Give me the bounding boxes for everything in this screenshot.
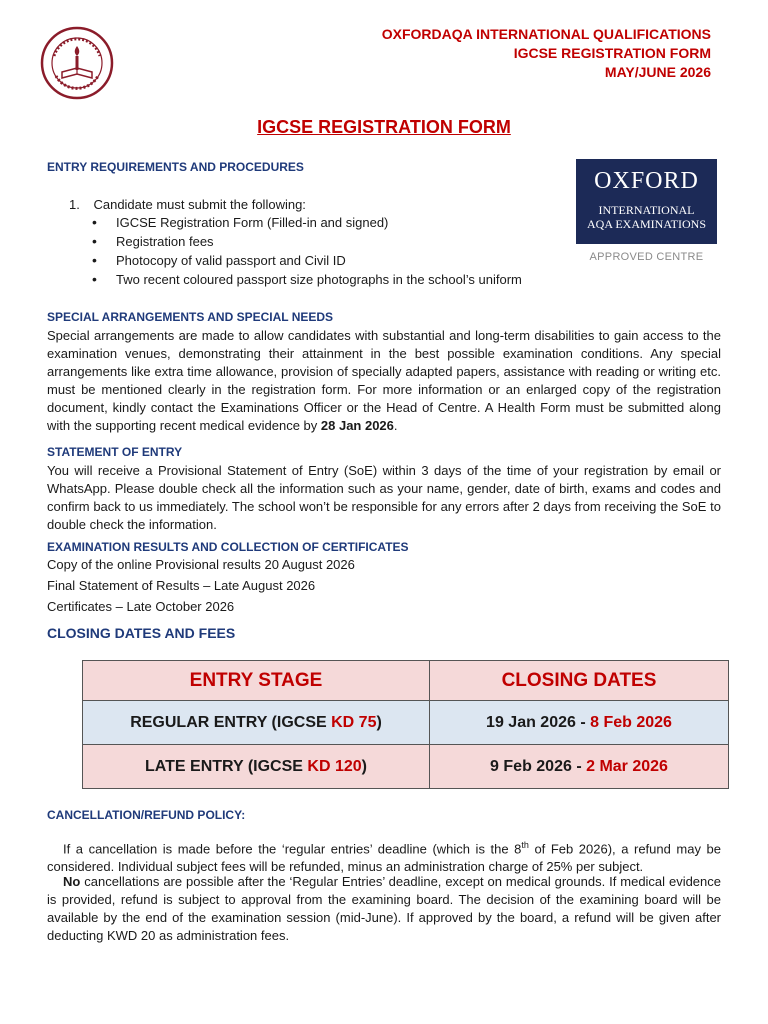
list-item: • Photocopy of valid passport and Civil ID	[92, 251, 522, 270]
regular-dates-cell	[430, 701, 729, 745]
late-entry-label-end: )	[361, 757, 367, 775]
entry-requirements-heading: ENTRY REQUIREMENTS AND PROCEDURES	[47, 160, 304, 174]
results-line-3: Certificates – Late October 2026	[47, 599, 235, 614]
regular-entry-cell	[83, 701, 430, 745]
list-item: • IGCSE Registration Form (Filled-in and signed)	[92, 213, 522, 232]
policy-paragraph-1	[47, 836, 721, 876]
late-dates-cell	[430, 745, 729, 789]
late-entry-fee: KD 120	[307, 757, 362, 775]
late-entry-cell	[83, 745, 430, 789]
late-entry-label: LATE ENTRY (IGCSE	[145, 757, 308, 775]
policy-p2-bold: No	[63, 874, 81, 889]
table-header-entry-stage: ENTRY STAGE	[83, 661, 430, 701]
regular-date-end: 8 Feb 2026	[590, 713, 672, 731]
regular-date-start: 19 Jan 2026 -	[486, 713, 591, 731]
policy-p1-end: of Feb 2026), a refund may be considered. Individual subject fees will be refunded, minus an administration charge of 25% per subject.	[47, 841, 721, 875]
item-number: 1.	[69, 197, 80, 212]
table-row	[83, 745, 729, 789]
header-line-2: IGCSE REGISTRATION FORM	[513, 45, 711, 61]
item-text: Candidate must submit the following:	[93, 197, 306, 212]
oxford-aqa-logo	[576, 159, 717, 244]
approved-centre-label: APPROVED CENTRE	[589, 251, 704, 263]
closing-dates-heading: CLOSING DATES AND FEES	[47, 625, 236, 641]
late-date-end: 2 Mar 2026	[586, 757, 668, 775]
list-item: • Two recent coloured passport size photographs in the school’s uniform	[92, 270, 522, 289]
results-line-1: Copy of the online Provisional results 20 August 2026	[47, 557, 355, 572]
fees-table	[82, 660, 729, 789]
policy-paragraph-2	[47, 873, 721, 945]
special-body: Special arrangements are made to allow candidates with substantial and long-term disabilities to gain access to the examination venues, demonstrating their attainment in the best possible examination conditions. Any special arrangements like extra time allowance, provision of specially adapted papers, assistance with reading or writing etc. must be mentioned clearly in the registration form. For more information or an enlarged copy of the registration document, kindly contact the Examinations Officer or the Head of Centre. A Health Form must be submitted along with the supporting recent medical evidence by	[47, 328, 721, 433]
page-title: IGCSE REGISTRATION FORM	[257, 117, 511, 137]
regular-entry-fee: KD 75	[331, 713, 377, 731]
statement-of-entry-heading: STATEMENT OF ENTRY	[47, 445, 183, 459]
oxford-logo-line-1: INTERNATIONAL	[598, 203, 695, 217]
table-header-closing-dates: CLOSING DATES	[430, 661, 729, 701]
school-crest-icon	[34, 26, 120, 100]
policy-p1-start: If a cancellation is made before the ‘regular entries’ deadline (which is the 8	[63, 841, 522, 857]
policy-p2-text: cancellations are possible after the ‘Regular Entries’ deadline, except on medical grounds. If medical evidence is provided, refund is subject to approval from the examining board. The decision of the examining board will be available by the end of the examination session (mid-June). If approved by the board, a refund will be given after deducting KWD 20 as administration fees.	[47, 874, 721, 943]
special-arrangements-heading: SPECIAL ARRANGEMENTS AND SPECIAL NEEDS	[47, 310, 334, 324]
health-form-deadline: 28 Jan 2026	[320, 418, 394, 433]
header-line-1: OXFORDAQA INTERNATIONAL QUALIFICATIONS	[381, 26, 711, 42]
late-date-start: 9 Feb 2026 -	[490, 757, 587, 775]
special-arrangements-text	[47, 327, 721, 435]
results-heading: EXAMINATION RESULTS AND COLLECTION OF CERTIFICATES	[47, 540, 409, 554]
school-logo	[34, 26, 120, 100]
regular-entry-label-end: )	[376, 713, 382, 731]
regular-entry-label: REGULAR ENTRY (IGCSE	[130, 713, 332, 731]
table-row	[83, 701, 729, 745]
oxford-logo-line-2: AQA EXAMINATIONS	[587, 217, 706, 231]
header-block	[382, 25, 711, 82]
list-item: • Registration fees	[92, 232, 522, 251]
statement-of-entry-text: You will receive a Provisional Statement of Entry (SoE) within 3 days of the time of your registration by email or WhatsApp. Please double check all the information such as your name, gender, date of birth, exams and codes and confirm back to us immediately. The school won’t be responsible for any errors after 2 days from receiving the SoE to double check the information.	[47, 463, 721, 532]
oxford-logo-title: OXFORD	[594, 168, 699, 194]
numbered-item	[69, 195, 306, 214]
table-header-row	[83, 661, 729, 701]
requirements-list	[92, 213, 522, 289]
header-line-3: MAY/JUNE 2026	[604, 64, 711, 80]
results-line-2: Final Statement of Results – Late August 2026	[47, 578, 316, 593]
special-end: .	[393, 418, 398, 433]
policy-p1-sup: th	[521, 840, 529, 850]
cancellation-policy-heading: CANCELLATION/REFUND POLICY:	[47, 808, 246, 822]
